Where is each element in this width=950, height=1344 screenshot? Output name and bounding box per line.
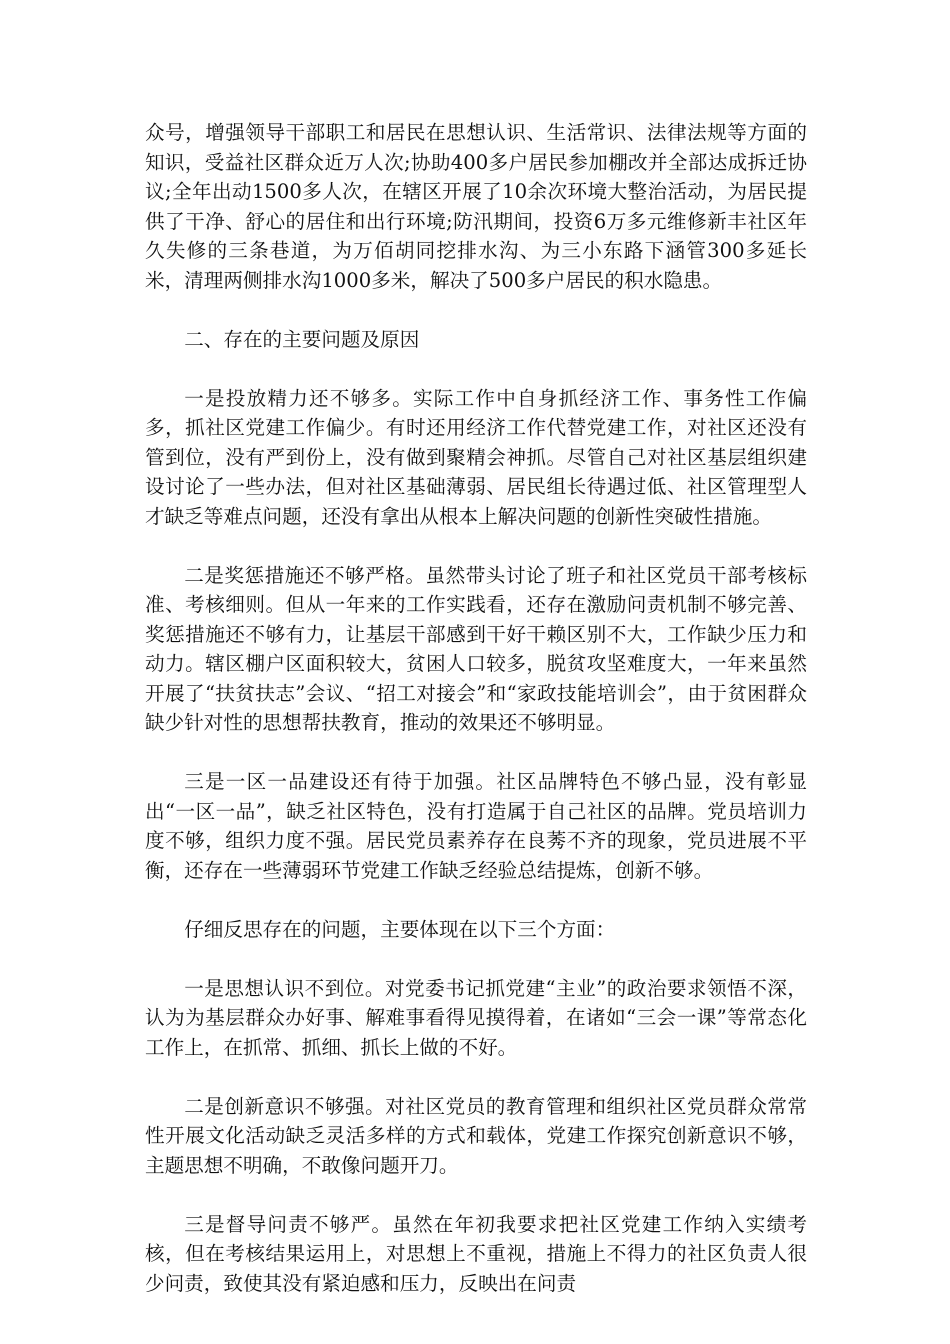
paragraph-cause-3: 三是督导问责不够严。虽然在年初我要求把社区党建工作纳入实绩考核，但在考核结果运用上，对思想上不重视，措施上不得力的社区负责人很少问责，致使其没有紧迫感和压力，反映出在问责 <box>145 1212 807 1295</box>
section-heading-problems: 二、存在的主要问题及原因 <box>184 327 420 351</box>
paragraph-achievements-continued: 众号，增强领导干部职工和居民在思想认识、生活常识、法律法规等方面的知识，受益社区群众近万人次;协助400多户居民参加棚改并全部达成拆迁协议;全年出动1500多人次，在辖区开展了10余次环境大整治活动，为居民提供了干净、舒心的居住和出行环境;防汛期间，投资6万多元维修新丰社区年久失修的三条巷道，为万佰胡同挖排水沟、为三小东路下涵管300多延长米，清理两侧排水沟1000多米，解决了500多户居民的积水隐患。 <box>145 121 807 292</box>
paragraph-gap <box>145 295 807 325</box>
paragraph-gap <box>145 531 807 561</box>
document-body <box>145 118 807 1298</box>
paragraph-problem-3: 三是一区一品建设还有待于加强。社区品牌特色不够凸显，没有彰显出“一区一品”，缺乏社区特色，没有打造属于自己社区的品牌。党员培训力度不够，组织力度不强。居民党员素养存在良莠不齐的现象，党员进展不平衡，还存在一些薄弱环节党建工作缺乏经验总结提炼，创新不够。 <box>145 770 807 882</box>
paragraph-reflection-intro: 仔细反思存在的问题，主要体现在以下三个方面： <box>184 917 616 941</box>
paragraph-gap <box>145 354 807 384</box>
paragraph-problem-1: 一是投放精力还不够多。实际工作中自身抓经济工作、事务性工作偏多，抓社区党建工作偏少。有时还用经济工作代替党建工作，对社区还没有管到位，没有严到份上，没有做到聚精会神抓。尽管自己对社区基层组织建设讨论了一些办法，但对社区基础薄弱、居民组长待遇过低、社区管理型人才缺乏等难点问题，还没有拿出从根本上解决问题的创新性突破性措施。 <box>145 386 807 528</box>
paragraph-gap <box>145 885 807 915</box>
paragraph-gap <box>145 1062 807 1092</box>
paragraph-gap <box>145 944 807 974</box>
paragraph-gap <box>145 1180 807 1210</box>
paragraph-problem-2: 二是奖惩措施还不够严格。虽然带头讨论了班子和社区党员干部考核标准、考核细则。但从一年来的工作实践看，还存在激励问责机制不够完善、奖惩措施还不够有力，让基层干部感到干好干赖区别不大，工作缺少压力和动力。辖区棚户区面积较大，贫困人口较多，脱贫攻坚难度大，一年来虽然开展了“扶贫扶志”会议、“招工对接会”和“家政技能培训会”，由于贫困群众缺少针对性的思想帮扶教育，推动的效果还不够明显。 <box>145 563 807 734</box>
paragraph-cause-1: 一是思想认识不到位。对党委书记抓党建“主业”的政治要求领悟不深，认为为基层群众办好事、解难事看得见摸得着，在诸如“三会一课”等常态化工作上，在抓常、抓细、抓长上做的不好。 <box>145 976 807 1059</box>
paragraph-gap <box>145 738 807 768</box>
paragraph-cause-2: 二是创新意识不够强。对社区党员的教育管理和组织社区党员群众常常性开展文化活动缺乏灵活多样的方式和载体，党建工作探究创新意识不够，主题思想不明确，不敢像问题开刀。 <box>145 1094 807 1177</box>
